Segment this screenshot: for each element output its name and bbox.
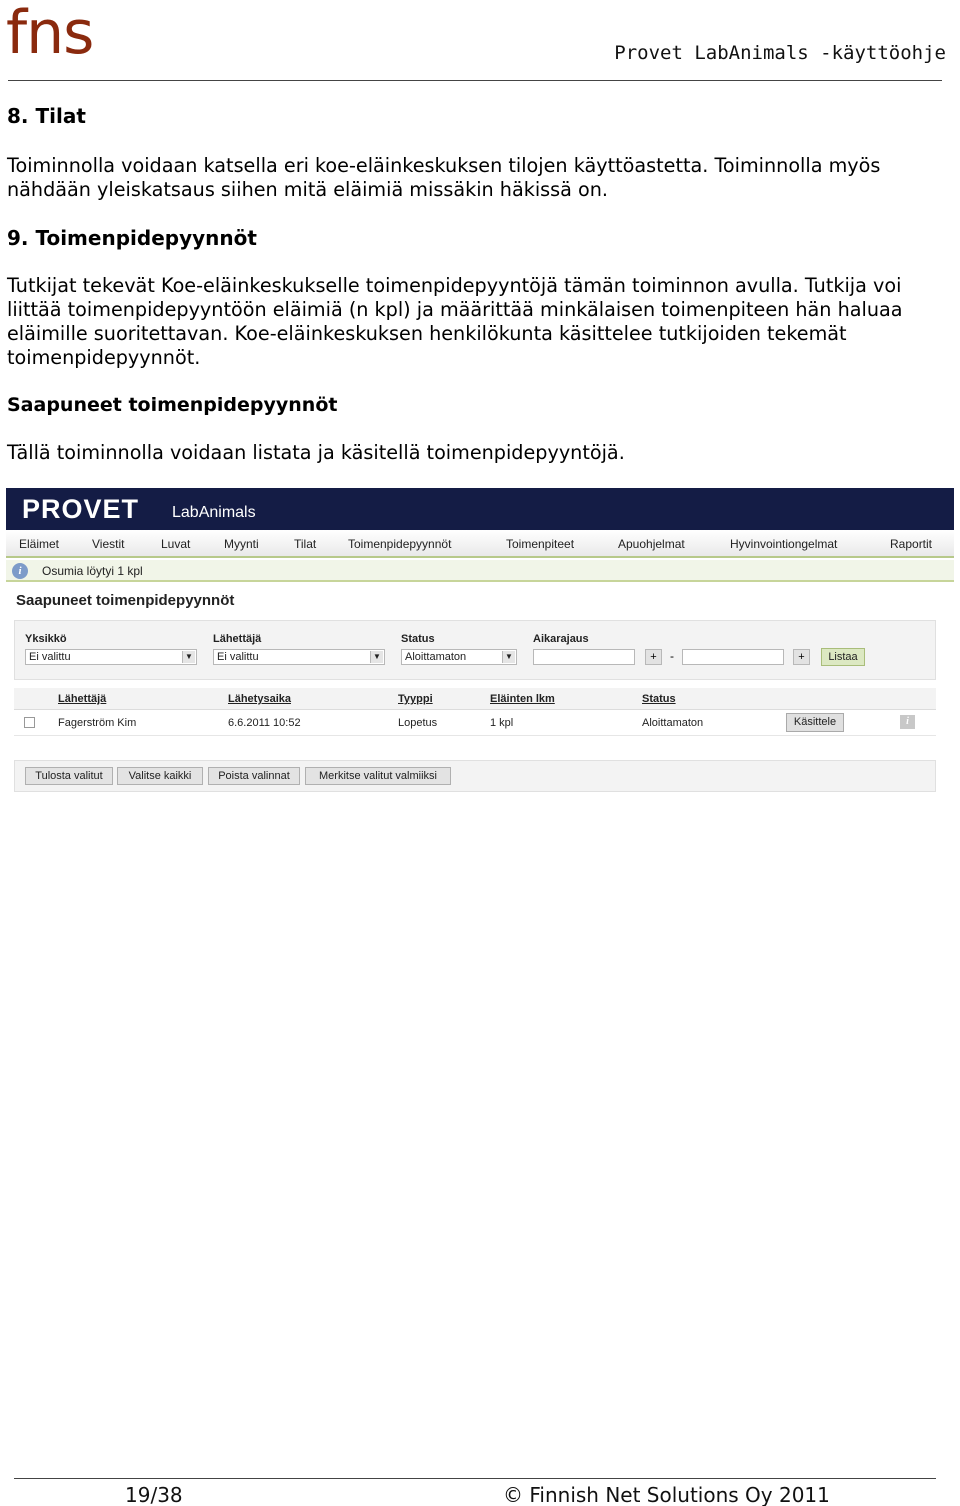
subsection-paragraph: Tällä toiminnolla voidaan listata ja käsitellä toimenpidepyyntöjä. — [7, 441, 625, 464]
action-bar — [14, 760, 936, 792]
cell-tyyppi: Lopetus — [398, 717, 438, 729]
date-from-picker-button[interactable]: + — [645, 649, 662, 665]
lahettaja-value: Ei valittu — [217, 651, 259, 663]
labanimals-logo-text: LabAnimals — [172, 504, 256, 521]
listaa-button[interactable]: Listaa — [821, 648, 865, 666]
document-title: Provet LabAnimals -käyttöohje — [614, 42, 946, 64]
table-row — [14, 710, 936, 736]
date-to-input[interactable] — [682, 649, 784, 665]
table-header — [14, 688, 936, 710]
merkitse-valitut-valmiiksi-button[interactable]: Merkitse valitut valmiiksi — [305, 767, 451, 785]
nav-luvat[interactable]: Luvat — [161, 537, 191, 551]
nav-elaimet[interactable]: Eläimet — [19, 537, 60, 551]
page-title: Saapuneet toimenpidepyynnöt — [16, 592, 235, 609]
nav-hyvinvointiongelmat[interactable]: Hyvinvointiongelmat — [730, 537, 838, 551]
section-9-heading: 9. Toimenpidepyynnöt — [7, 226, 257, 250]
message-text: Osumia löytyi 1 kpl — [42, 564, 143, 578]
footer-divider — [14, 1478, 936, 1479]
section-8-heading: 8. Tilat — [7, 104, 86, 128]
nav-myynti[interactable]: Myynti — [224, 537, 259, 551]
nav-raportit[interactable]: Raportit — [890, 537, 933, 551]
filter-panel — [14, 620, 936, 680]
lahettaja-label: Lähettäjä — [213, 633, 262, 645]
column-header-lahetysaika[interactable]: Lähetysaika — [228, 693, 291, 705]
chevron-down-icon: ▼ — [370, 651, 383, 663]
page-number: 19/38 — [125, 1483, 183, 1506]
yksikko-select[interactable] — [25, 649, 197, 665]
status-label: Status — [401, 633, 435, 645]
status-select[interactable] — [401, 649, 517, 665]
nav-toimenpidepyynnot[interactable]: Toimenpidepyynnöt — [348, 537, 452, 551]
yksikko-value: Ei valittu — [29, 651, 71, 663]
message-bar — [6, 560, 954, 582]
header-divider — [8, 80, 942, 81]
tulosta-valitut-button[interactable]: Tulosta valitut — [25, 767, 113, 785]
nav-toimenpiteet[interactable]: Toimenpiteet — [506, 537, 575, 551]
date-to-picker-button[interactable]: + — [793, 649, 810, 665]
row-checkbox[interactable] — [24, 717, 35, 728]
cell-status: Aloittamaton — [642, 717, 704, 729]
app-screenshot — [6, 488, 954, 798]
main-nav — [6, 530, 954, 558]
subsection-heading: Saapuneet toimenpidepyynnöt — [7, 394, 338, 416]
cell-elainten-lkm: 1 kpl — [490, 717, 514, 729]
valitse-kaikki-button[interactable]: Valitse kaikki — [117, 767, 203, 785]
status-value: Aloittamaton — [405, 651, 467, 663]
info-icon: i — [12, 563, 28, 579]
date-range-dash: - — [670, 649, 674, 663]
column-header-elainten-lkm[interactable]: Eläinten lkm — [490, 693, 555, 705]
column-header-status[interactable]: Status — [642, 693, 676, 705]
chevron-down-icon: ▼ — [182, 651, 195, 663]
date-from-input[interactable] — [533, 649, 635, 665]
provet-logo: PROVET — [22, 494, 140, 524]
fns-logo: fns — [6, 0, 94, 68]
copyright: © Finnish Net Solutions Oy 2011 — [503, 1483, 830, 1506]
aikarajaus-label: Aikarajaus — [533, 633, 589, 645]
cell-lahetysaika: 6.6.2011 10:52 — [228, 717, 301, 729]
info-icon[interactable]: i — [900, 715, 915, 729]
poista-valinnat-button[interactable]: Poista valinnat — [208, 767, 300, 785]
cell-lahettaja: Fagerström Kim — [58, 717, 137, 729]
chevron-down-icon: ▼ — [502, 651, 515, 663]
column-header-lahettaja[interactable]: Lähettäjä — [58, 693, 107, 705]
nav-apuohjelmat[interactable]: Apuohjelmat — [618, 537, 685, 551]
lahettaja-select[interactable] — [213, 649, 385, 665]
app-header — [6, 488, 954, 530]
section-9-paragraph: Tutkijat tekevät Koe-eläinkeskukselle toimenpidepyyntöjä tämän toiminnon avulla. Tutkija voi liittää toimenpidepyyntöön eläimiä (n kpl) ja määrittää minkälaisen toimenpiteen hän haluaa eläimille suoritettavan. Koe-eläinkeskuksen henkilökunta käsittelee tutkijoiden tekemät toimenpidepyynnöt. — [7, 274, 903, 369]
section-8-paragraph: Toiminnolla voidaan katsella eri koe-eläinkeskuksen tilojen käyttöastetta. Toiminnolla myös nähdään yleiskatsaus siihen mitä eläimiä missäkin häkissä on. — [7, 154, 881, 201]
nav-tilat[interactable]: Tilat — [294, 537, 317, 551]
column-header-tyyppi[interactable]: Tyyppi — [398, 693, 433, 705]
kasittele-button[interactable]: Käsittele — [786, 713, 844, 732]
nav-viestit[interactable]: Viestit — [92, 537, 125, 551]
yksikko-label: Yksikkö — [25, 633, 67, 645]
